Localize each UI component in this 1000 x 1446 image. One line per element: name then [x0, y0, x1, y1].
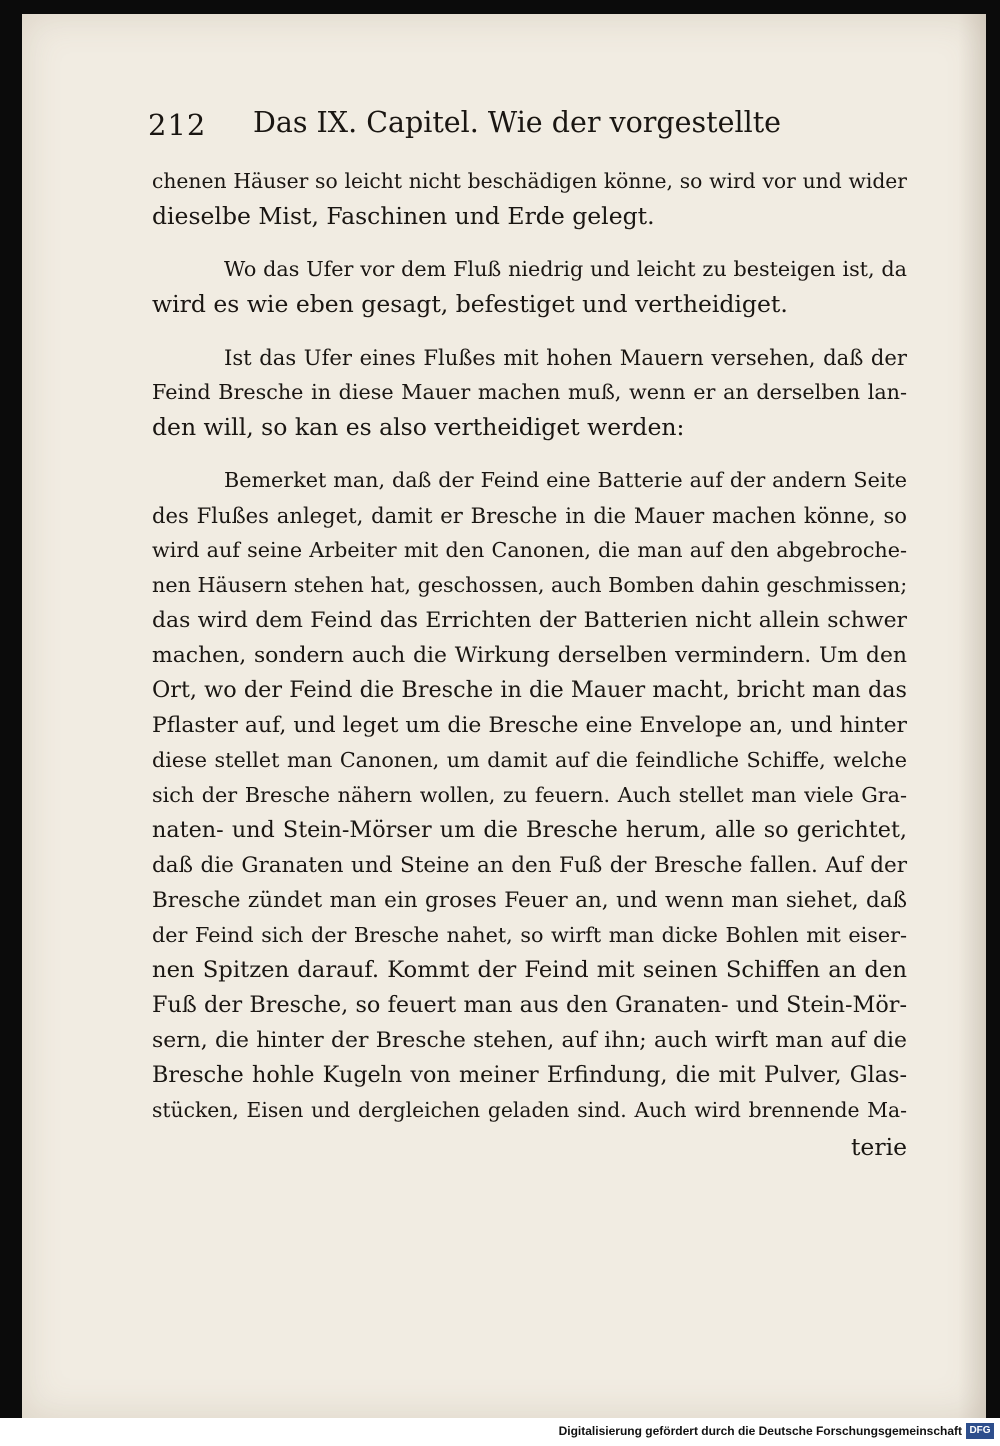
- text-line: nen Häusern stehen hat, geschossen, auch Bomben dahin geschmissen;: [152, 573, 908, 597]
- text-line: daß die Granaten und Steine an den Fuß der Bresche fallen. Auf der: [152, 853, 907, 878]
- text-line: sich der Bresche nähern wollen, zu feuern. Auch stellet man viele Gra-: [152, 783, 907, 807]
- text-line: naten- und Stein-Mörser um die Bresche herum, alle so gerichtet,: [152, 817, 907, 843]
- text-line: des Flußes anleget, damit er Bresche in die Mauer machen könne, so: [152, 503, 907, 528]
- text-line: Wo das Ufer vor dem Fluß niedrig und leicht zu besteigen ist, da: [224, 257, 907, 281]
- text-line: chenen Häuser so leicht nicht beschädigen könne, so wird vor und wider: [152, 169, 907, 193]
- page-header: [148, 100, 788, 150]
- text-line: diese stellet man Canonen, um damit auf die feindliche Schiffe, welche: [152, 748, 907, 772]
- catchword: terie: [850, 1133, 907, 1161]
- text-line: Ist das Ufer eines Flußes mit hohen Mauern versehen, daß der: [224, 345, 907, 370]
- text-line: sern, die hinter der Bresche stehen, auf ihn; auch wirft man auf die: [152, 1028, 907, 1053]
- text-line: das wird dem Feind das Errichten der Batterien nicht allein schwer: [152, 608, 907, 633]
- text-line: dieselbe Mist, Faschinen und Erde gelegt.: [152, 202, 655, 230]
- funding-credit: Digitalisierung gefördert durch die Deutsche Forschungsgemeinschaft: [558, 1424, 962, 1438]
- text-line: wird es wie eben gesagt, befestiget und vertheidiget.: [152, 290, 788, 318]
- text-line: Pflaster auf, und leget um die Bresche eine Envelope an, und hinter: [152, 713, 907, 738]
- text-line: wird auf seine Arbeiter mit den Canonen, die man auf den abgebroche-: [152, 538, 907, 562]
- text-line: Ort, wo der Feind die Bresche in die Mauer macht, bricht man das: [152, 677, 907, 703]
- text-line: Fuß der Bresche, so feuert man aus den Granaten- und Stein-Mör-: [152, 992, 907, 1018]
- text-line: Bresche hohle Kugeln von meiner Erfindung, die mit Pulver, Glas-: [152, 1062, 907, 1088]
- text-line: machen, sondern auch die Wirkung derselben vermindern. Um den: [152, 643, 907, 668]
- text-line: Bresche zündet man ein groses Feuer an, und wenn man siehet, daß: [152, 888, 907, 913]
- text-line: der Feind sich der Bresche nahet, so wirft man dicke Bohlen mit eiser-: [152, 923, 907, 947]
- running-title: Das IX. Capitel. Wie der vorgestellte: [253, 106, 782, 139]
- text-line: den will, so kan es also vertheidiget werden:: [152, 413, 685, 441]
- text-line: nen Spitzen darauf. Kommt der Feind mit seinen Schiffen an den: [152, 957, 907, 983]
- text-line: stücken, Eisen und dergleichen geladen sind. Auch wird brennende Ma-: [152, 1098, 907, 1122]
- digitization-footer: [0, 1418, 1000, 1446]
- page-edge-shadow: [958, 14, 986, 1418]
- body-text: [152, 164, 907, 1165]
- text-line: Feind Bresche in diese Mauer machen muß, wenn er an derselben lan-: [152, 380, 907, 404]
- text-line: Bemerket man, daß der Feind eine Batterie auf der andern Seite: [224, 468, 907, 492]
- dfg-logo-icon: DFG: [966, 1423, 994, 1439]
- page-number: 212: [148, 108, 207, 142]
